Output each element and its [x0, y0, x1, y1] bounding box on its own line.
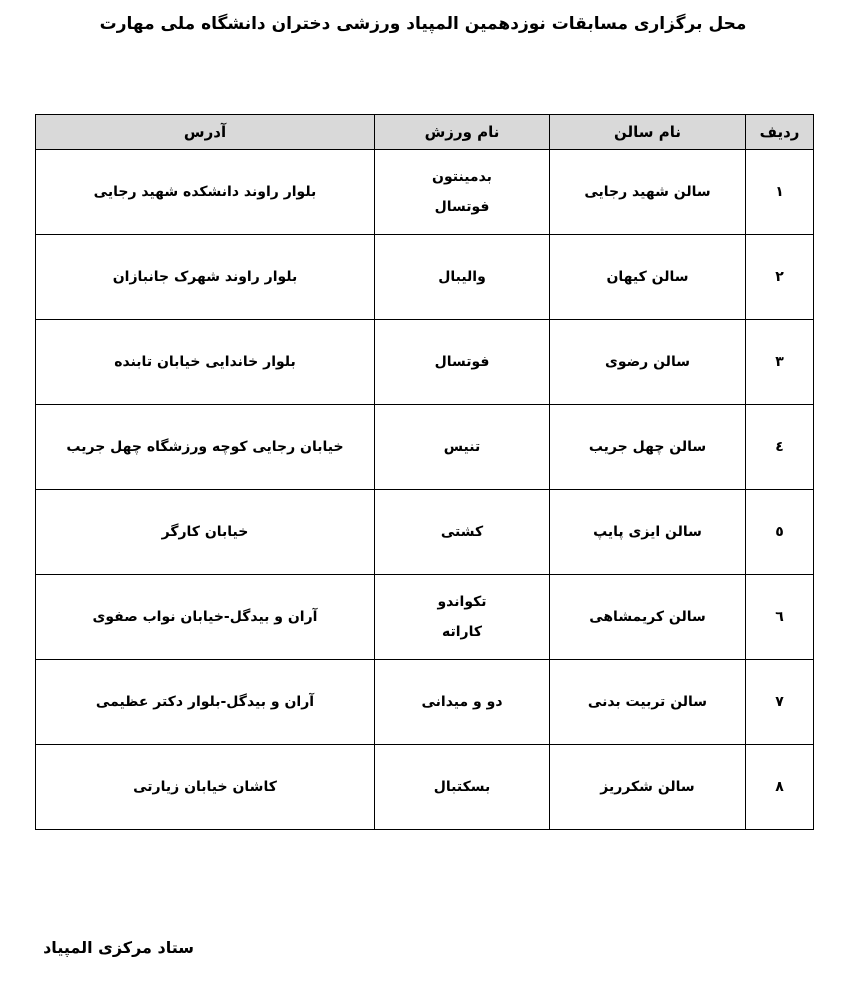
table-row: [36, 490, 814, 575]
table-row: [36, 745, 814, 830]
row-number: ۲: [746, 235, 814, 320]
address: خیابان کارگر: [36, 490, 375, 575]
row-number: ۷: [746, 660, 814, 745]
hall-name: سالن شکرریز: [550, 745, 746, 830]
row-number: ۳: [746, 320, 814, 405]
sport-cell: [375, 235, 550, 320]
sport-name: تنیس: [443, 439, 481, 455]
hall-name: سالن چهل جریب: [550, 405, 746, 490]
header-sport-name: نام ورزش: [375, 115, 550, 150]
sport-name: کاراته: [441, 624, 482, 640]
sport-cell: [375, 150, 550, 235]
hall-name: سالن کیهان: [550, 235, 746, 320]
address: کاشان خیابان زیارتی: [36, 745, 375, 830]
table-row: [36, 405, 814, 490]
sport-cell: [375, 660, 550, 745]
table-row: [36, 575, 814, 660]
header-row-number: ردیف: [746, 115, 814, 150]
hall-name: سالن رضوی: [550, 320, 746, 405]
table-header-row: [36, 115, 814, 150]
header-address: آدرس: [36, 115, 375, 150]
table-row: [36, 150, 814, 235]
sport-name: فوتسال: [434, 354, 490, 370]
sport-name: والیبال: [438, 269, 486, 285]
row-number: ٦: [746, 575, 814, 660]
sport-cell: [375, 490, 550, 575]
row-number: ۸: [746, 745, 814, 830]
sport-name: بدمینتون: [432, 169, 492, 185]
table-body: [36, 150, 814, 830]
venues-table: [35, 114, 814, 830]
address: بلوار راوند دانشکده شهید رجایی: [36, 150, 375, 235]
address: بلوار خاندایی خیابان تابنده: [36, 320, 375, 405]
hall-name: سالن کریمشاهی: [550, 575, 746, 660]
sport-cell: [375, 745, 550, 830]
header-hall-name: نام سالن: [550, 115, 746, 150]
sport-name: فوتسال: [434, 199, 490, 215]
row-number: ۱: [746, 150, 814, 235]
document-title: محل برگزاری مسابقات نوزدهمین المپیاد ورزشی دختران دانشگاه ملی مهارت: [99, 14, 747, 34]
address: بلوار راوند شهرک جانبازان: [36, 235, 375, 320]
sport-name: تکواندو: [437, 594, 487, 610]
sport-cell: [375, 320, 550, 405]
address: آران و بیدگل-خیابان نواب صفوی: [36, 575, 375, 660]
table-row: [36, 320, 814, 405]
sport-name: بسکتبال: [433, 779, 491, 795]
hall-name: سالن ایزی پایپ: [550, 490, 746, 575]
row-number: ٤: [746, 405, 814, 490]
sport-name: دو و میدانی: [421, 694, 503, 710]
sport-name: کشتی: [440, 524, 484, 540]
address: خیابان رجایی کوچه ورزشگاه چهل جریب: [36, 405, 375, 490]
hall-name: سالن تربیت بدنی: [550, 660, 746, 745]
table-row: [36, 235, 814, 320]
sport-cell: [375, 575, 550, 660]
sport-cell: [375, 405, 550, 490]
row-number: ٥: [746, 490, 814, 575]
table-row: [36, 660, 814, 745]
hall-name: سالن شهید رجایی: [550, 150, 746, 235]
signature: ستاد مرکزی المپیاد: [43, 938, 194, 957]
address: آران و بیدگل-بلوار دکتر عظیمی: [36, 660, 375, 745]
